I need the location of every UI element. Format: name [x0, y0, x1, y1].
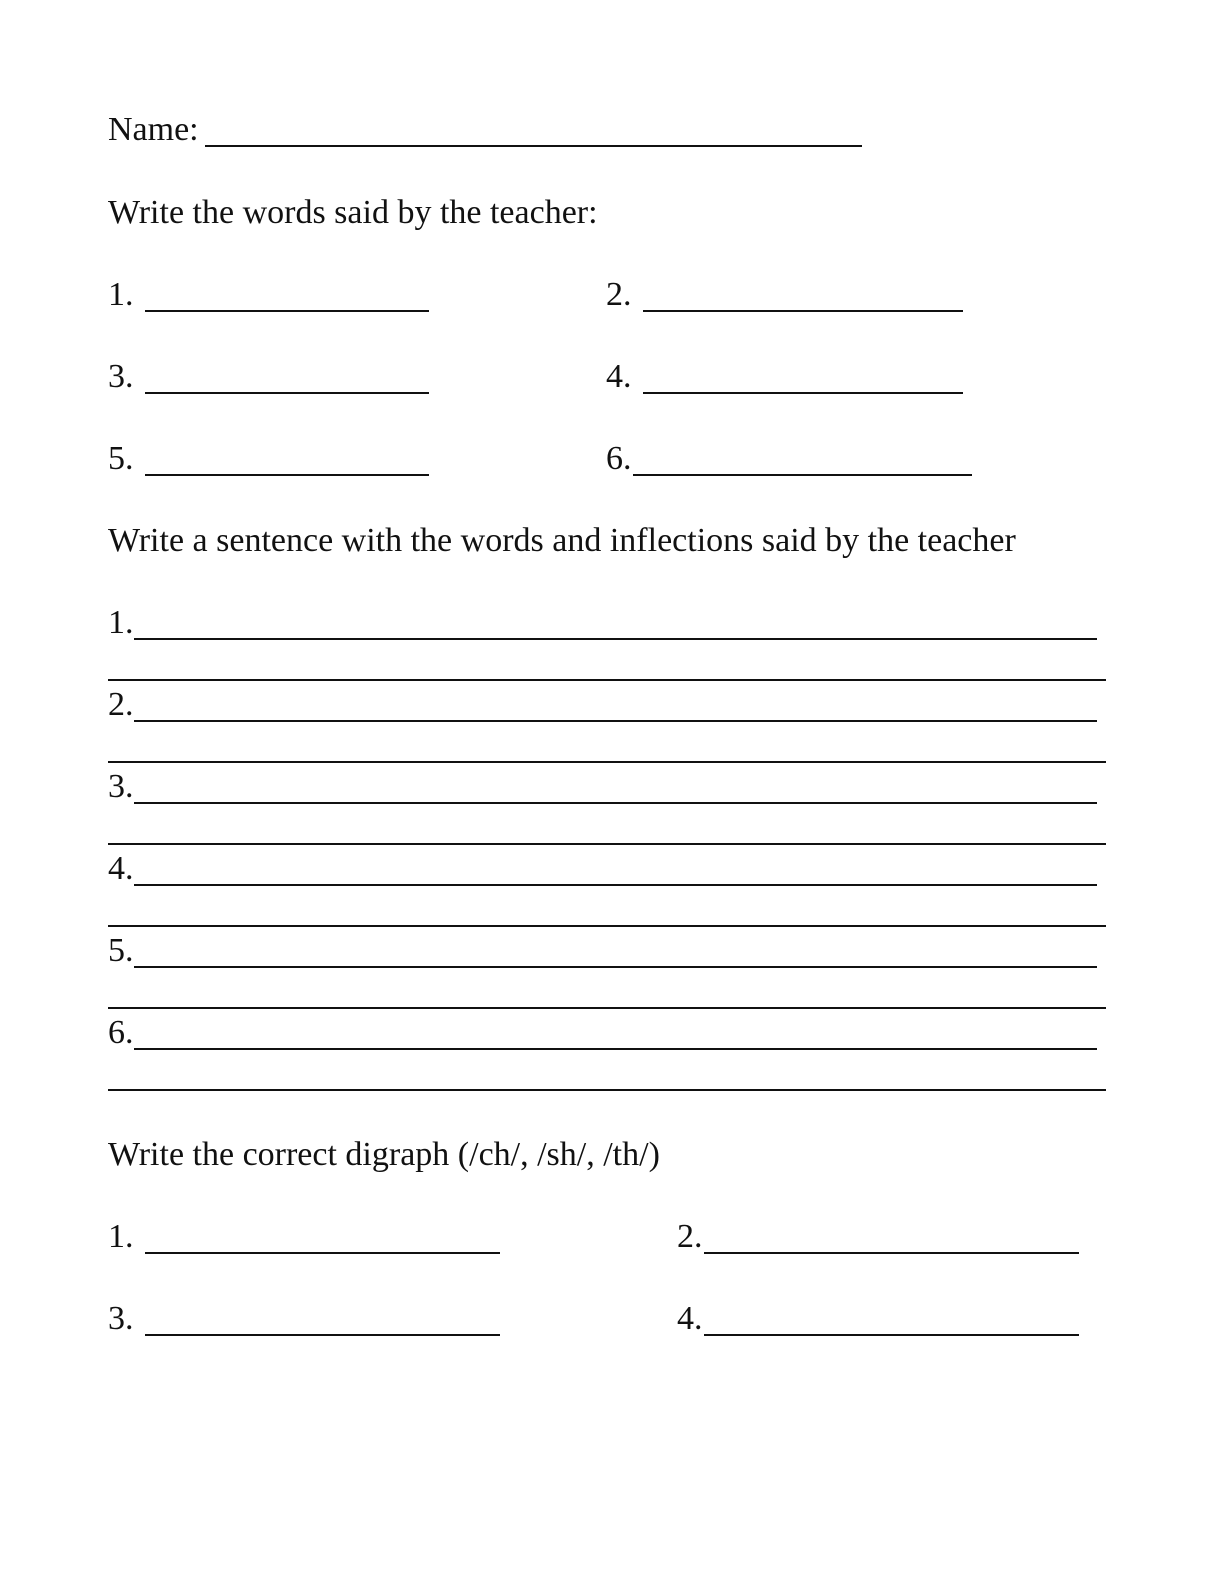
s1-item-1-line[interactable] — [145, 310, 429, 312]
s3-item-4-label: 4. — [677, 1300, 703, 1337]
s2-item-1-line[interactable] — [134, 638, 1097, 640]
s2-item-3-line[interactable] — [134, 802, 1097, 804]
s1-item-3-label: 3. — [108, 358, 134, 395]
s2-item-5-line2[interactable] — [108, 1007, 1106, 1009]
s3-item-3-line[interactable] — [145, 1334, 500, 1336]
s3-item-2-line[interactable] — [704, 1252, 1079, 1254]
s2-item-6-line[interactable] — [134, 1048, 1097, 1050]
s2-item-3-label: 3. — [108, 768, 134, 805]
s2-item-5-line[interactable] — [134, 966, 1097, 968]
s2-item-4-label: 4. — [108, 850, 134, 887]
s1-item-3-line[interactable] — [145, 392, 429, 394]
s1-item-4-label: 4. — [606, 358, 632, 395]
s2-item-4-line2[interactable] — [108, 925, 1106, 927]
name-input-line[interactable] — [205, 145, 862, 147]
s2-item-2-line2[interactable] — [108, 761, 1106, 763]
s3-item-3-label: 3. — [108, 1300, 134, 1337]
s3-item-1-label: 1. — [108, 1218, 134, 1255]
s1-item-2-label: 2. — [606, 276, 632, 313]
s2-item-2-line[interactable] — [134, 720, 1097, 722]
section1-heading: Write the words said by the teacher: — [108, 194, 598, 231]
s1-item-1-label: 1. — [108, 276, 134, 313]
s3-item-2-label: 2. — [677, 1218, 703, 1255]
s2-item-4-line[interactable] — [134, 884, 1097, 886]
s2-item-1-line2[interactable] — [108, 679, 1106, 681]
s2-item-3-line2[interactable] — [108, 843, 1106, 845]
s2-item-2-label: 2. — [108, 686, 134, 723]
section3-heading: Write the correct digraph (/ch/, /sh/, /th/) — [108, 1136, 660, 1173]
s1-item-6-line[interactable] — [633, 474, 972, 476]
s1-item-5-line[interactable] — [145, 474, 429, 476]
s1-item-5-label: 5. — [108, 440, 134, 477]
s3-item-4-line[interactable] — [704, 1334, 1079, 1336]
s1-item-4-line[interactable] — [643, 392, 963, 394]
section2-heading: Write a sentence with the words and inflections said by the teacher — [108, 522, 1016, 559]
name-label: Name: — [108, 111, 199, 148]
s1-item-2-line[interactable] — [643, 310, 963, 312]
s1-item-6-label: 6. — [606, 440, 632, 477]
s3-item-1-line[interactable] — [145, 1252, 500, 1254]
s2-item-6-line2[interactable] — [108, 1089, 1106, 1091]
s2-item-1-label: 1. — [108, 604, 134, 641]
s2-item-6-label: 6. — [108, 1014, 134, 1051]
s2-item-5-label: 5. — [108, 932, 134, 969]
